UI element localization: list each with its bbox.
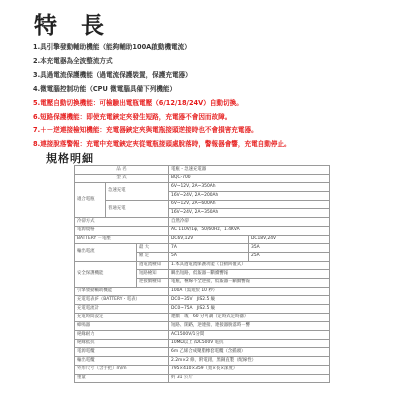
table-row [75,183,330,192]
spec-label: 絕緣耐力 [75,331,169,340]
spec-value: 7A [169,244,249,253]
feature-item: 2.本充電器為全波整流方式 [33,56,113,65]
spec-value: 1.本其過電流保護功能（自動回復式） [169,261,330,270]
spec-value: 795×410×359（寬×長×深度） [169,365,330,374]
spec-value: 25A [249,252,330,261]
table-row [75,174,330,183]
spec-value: 35A [249,244,330,253]
spec-value: AC1500V/1分間 [169,331,330,340]
spec-label: 引擎發動輔助機能 [75,287,169,296]
spec-value: 自然冷卻 [169,218,330,227]
spec-sublabel: 短路檢知 [137,270,169,279]
spec-label: 充電時間設定 [75,313,169,322]
spec-sublabel: 急速充電 [106,183,169,200]
spec-sublabel: 額 定 [137,252,169,261]
table-row [75,339,330,348]
table-row [75,348,330,357]
spec-value: BQC-700 [169,174,330,183]
spec-value: 瞬出短路，低報器－斷續響報 [169,270,330,279]
feature-list [33,41,393,152]
spec-label: 輸出電纜 [75,357,169,366]
spec-value: 6V~12V, 2A~350Ah [169,183,330,192]
table-row [75,218,330,227]
table-row [75,244,330,253]
table-row [75,261,330,270]
spec-value: 短路、開路，逆連接、連接器脫落時－響 [169,322,330,331]
spec-sublabel: 最 大 [137,244,169,253]
table-row [75,365,330,374]
spec-value: 100A（需短於 10 秒） [169,287,330,296]
spec-value: DC0~75A JIS2.5 級 [169,305,330,314]
spec-label: 品 名 [75,166,169,175]
spec-value: 16V~24V, 2A~350Ah [169,209,330,218]
feature-item: 7.＋－逆連接檢知機能：充電器鋏定夾與電瓶接頭逆接時也不會損害充電器。 [33,126,258,135]
table-row [75,305,330,314]
table-row [75,313,330,322]
spec-label: 電源規格 [75,226,169,235]
spec-label: 蜂鳴器 [75,322,169,331]
feature-item: 1.具引擎發動輔助機能（能夠輔助100A啟動機電流） [33,43,191,51]
spec-label: 輸出電流 [75,244,137,261]
feature-item: 8.連接脫落警報：充電中充電鋏定夾從電瓶接頭處脫落時，警報器會響，充電自動停止。 [33,140,291,149]
spec-value: 連續 或 60 分可調（定時式定時器） [169,313,330,322]
spec-value: 5A [169,252,249,261]
spec-sublabel: 逆接續檢知 [137,278,169,287]
spec-label: 電源電纜 [75,348,169,357]
table-row [75,331,330,340]
spec-value: 電瓶，極線不全逆接，低報器－斷續響報 [169,278,330,287]
spec-heading: 規格明細 [46,152,94,165]
spec-value: 電瓶・急速充電器 [169,166,330,175]
table-row [75,357,330,366]
spec-value: DC6V,12V [169,235,249,244]
table-row [75,296,330,305]
spec-label: 安全保護機能 [75,261,137,287]
spec-label: 充電電流計 [75,305,169,314]
feature-item: 6.短路保護機能：即使充電鋏定夾發生短路，充電器不會因而故障。 [33,112,232,121]
feature-item: 3.具過電流保護機能（過電流保護裝置，保護充電器） [33,70,192,79]
table-row [75,374,330,383]
spec-sublabel: 過電流檢知 [137,261,169,270]
spec-value: 2.2m×2 條，附電鉗，黑銅直製（配線性） [169,357,330,366]
spec-label: BATTERY －電壓 [75,235,169,244]
spec-value: 6m 乙烯合成聚脂橡套電纜（含插頭） [169,348,330,357]
spec-label: 充電電表(F（BATTERY・電表） [75,296,169,305]
table-row [75,322,330,331]
table-row [75,200,330,209]
spec-label: 冷卻方式 [75,218,169,227]
spec-value: 10MΩ以上 /DC500V 電抗 [169,339,330,348]
spec-label: 絕緣抵抗 [75,339,169,348]
features-heading: 特 長 [34,13,113,39]
spec-label: 外形尺寸（含手把）m/m [75,365,169,374]
spec-label: 適合電瓶 [75,183,106,218]
table-row [75,235,330,244]
spec-value: DC18V,24V [249,235,330,244]
feature-item: 5.電壓自動切換機能：可檢驗出電瓶電壓（6/12/18/24V）自動切換。 [33,98,243,107]
spec-sublabel: 普通充電 [106,200,169,217]
spec-value: 約 31 公斤 [169,374,330,383]
table-row [75,226,330,235]
table-row [75,166,330,175]
spec-table [74,165,330,383]
spec-label: 重量 [75,374,169,383]
spec-value: AC 110V/1φ，50/60Hz，1.4KVA [169,226,330,235]
spec-value: 16V~24V, 2A~200Ah [169,192,330,201]
table-row [75,287,330,296]
spec-value: DC0~35V JIS2.5 級 [169,296,330,305]
feature-item: 4.微電腦控制功能（CPU 微電腦具備下列機能） [33,84,177,93]
spec-label: 型 式 [75,174,169,183]
spec-value: 6V~12V, 2A~600Ah [169,200,330,209]
